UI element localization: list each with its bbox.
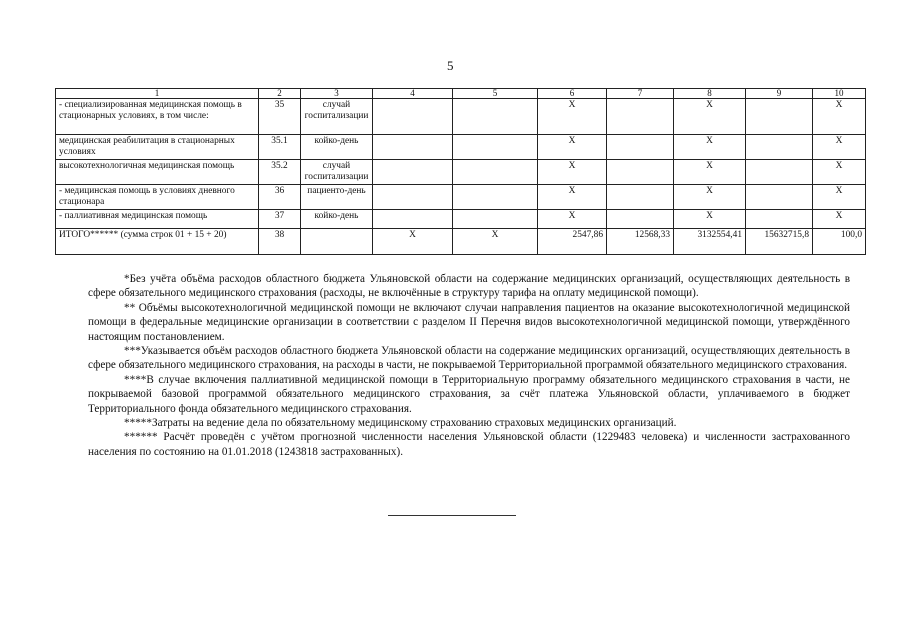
cell-col9 [746,135,813,160]
cell-col9 [746,99,813,135]
row-name: - паллиативная медицинская помощь [56,210,259,229]
row-unit: случай госпитализации [301,99,373,135]
cell-col4 [373,210,453,229]
cell-col10: X [813,135,866,160]
cell-col8: 3132554,41 [674,229,746,255]
cell-col5 [453,135,538,160]
footnote: ***Указывается объём расходов областного бюджета Ульяновской области на содержание медицинских организаций, осуществляющих деятельность в сфере обязательного медицинского страхования, на расходы в части, не покрываемой Территориальной программой обязательного медицинского страхования. [88,345,850,372]
row-name: - специализированная медицинская помощь в стационарных условиях, в том числе: [56,99,259,135]
row-code: 37 [259,210,301,229]
footnote: *Без учёта объёма расходов областного бюджета Ульяновской области на содержание медицинских организаций, осуществляющих деятельность в сфере обязательного медицинского страхования (расходы, не включённые в структуру тарифа на оплату медицинской помощи). [88,273,850,300]
cell-col4 [373,185,453,210]
row-unit: случай госпитализации [301,160,373,185]
footnote: ****** Расчёт проведён с учётом прогнозной численности населения Ульяновской области (1229483 человека) и численности застрахованного населения по состоянию на 01.01.2018 (1243818 застрахованных). [88,431,850,458]
cell-col6: X [538,160,607,185]
cell-col7 [607,160,674,185]
cell-col9 [746,210,813,229]
cell-col7 [607,210,674,229]
column-header: 7 [607,89,674,99]
cell-col10: X [813,99,866,135]
cell-col9: 15632715,8 [746,229,813,255]
cell-col4 [373,160,453,185]
closing-divider-line [388,515,516,516]
row-unit [301,229,373,255]
row-name: - медицинская помощь в условиях дневного стационара [56,185,259,210]
cell-col7 [607,135,674,160]
row-unit: пациенто-день [301,185,373,210]
cell-col7 [607,99,674,135]
footnote: ****В случае включения паллиативной медицинской помощи в Территориальную программу обязательного медицинского страхования в части, не покрываемой базовой программой обязательного медицинского страхования, за счёт платежа Ульяновской области, уплачиваемого в бюджет Территориального фонда обязательного медицинского страхования. [88,373,850,415]
row-code: 35.1 [259,135,301,160]
row-name: высокотехнологичная медицинская помощь [56,160,259,185]
row-code: 36 [259,185,301,210]
footnote: *****Затраты на ведение дела по обязательному медицинскому страхованию страховых медицинских организаций. [124,417,677,430]
footnote: ** Объёмы высокотехнологичной медицинской помощи не включают случаи направления пациентов на оказание высокотехнологичной медицинской помощи в федеральные медицинские организации в соответствии с разделом II Перечня видов высокотехнологичной медицинской помощи, утверждённого настоящим постановлением. [88,301,850,343]
cell-col10: X [813,185,866,210]
table-row [56,135,866,160]
cell-col7: 12568,33 [607,229,674,255]
table-row [56,185,866,210]
row-code: 35.2 [259,160,301,185]
table-header-row [56,89,866,99]
cell-col10: X [813,160,866,185]
cell-col6: X [538,185,607,210]
row-code: 38 [259,229,301,255]
page-number: 5 [447,58,454,73]
row-unit: койко-день [301,135,373,160]
table-row [56,160,866,185]
column-header: 9 [746,89,813,99]
column-header: 6 [538,89,607,99]
cell-col4: X [373,229,453,255]
column-header: 3 [301,89,373,99]
cell-col7 [607,185,674,210]
cell-col6: X [538,135,607,160]
column-header: 8 [674,89,746,99]
column-header: 2 [259,89,301,99]
table-row-total [56,229,866,255]
cell-col5: X [453,229,538,255]
cell-col6: X [538,99,607,135]
cell-col9 [746,185,813,210]
cell-col9 [746,160,813,185]
column-header: 10 [813,89,866,99]
cell-col8: X [674,99,746,135]
cell-col8: X [674,135,746,160]
cell-col10: 100,0 [813,229,866,255]
table-row [56,99,866,135]
cell-col6: X [538,210,607,229]
cell-col4 [373,99,453,135]
cell-col5 [453,185,538,210]
column-header: 1 [56,89,259,99]
row-unit: койко-день [301,210,373,229]
data-table [55,88,866,255]
column-header: 4 [373,89,453,99]
cell-col4 [373,135,453,160]
row-name: ИТОГО****** (сумма строк 01 + 15 + 20) [56,229,259,255]
footnotes [88,272,850,459]
table-row [56,210,866,229]
cell-col5 [453,210,538,229]
cell-col5 [453,160,538,185]
cell-col8: X [674,160,746,185]
cell-col8: X [674,185,746,210]
column-header: 5 [453,89,538,99]
cell-col8: X [674,210,746,229]
cell-col6: 2547,86 [538,229,607,255]
row-name: медицинская реабилитация в стационарных условиях [56,135,259,160]
row-code: 35 [259,99,301,135]
cell-col10: X [813,210,866,229]
cell-col5 [453,99,538,135]
